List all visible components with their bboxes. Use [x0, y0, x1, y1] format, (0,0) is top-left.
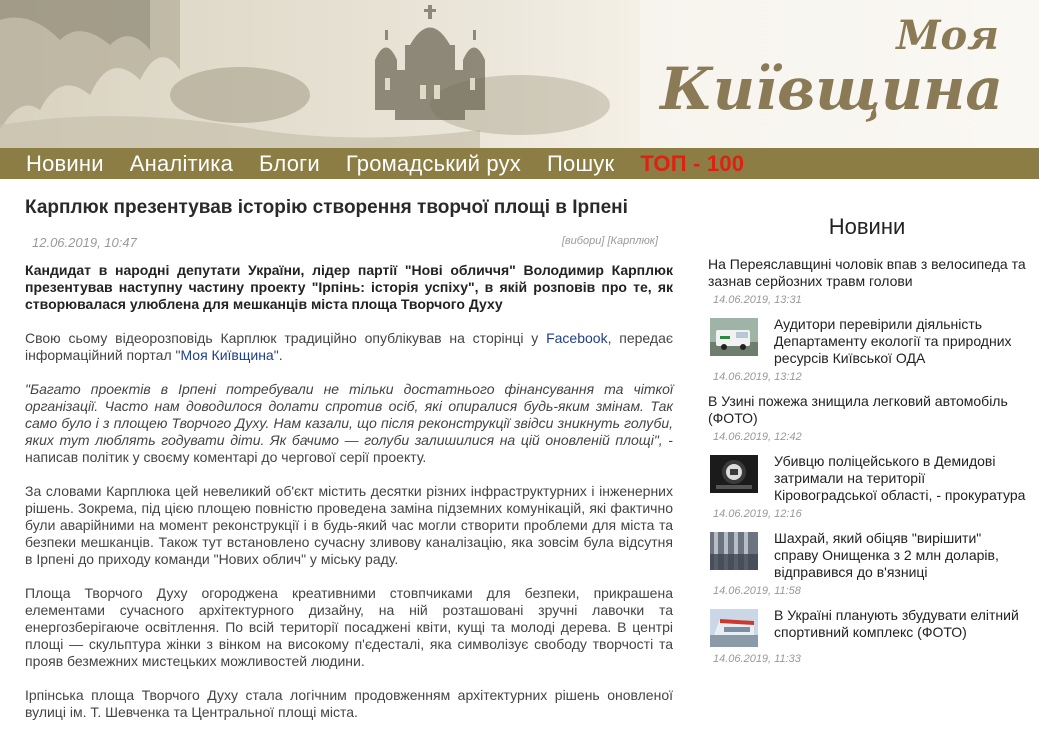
news-item[interactable]	[708, 393, 1026, 443]
logo-line-2: Київщина	[660, 55, 1003, 123]
nav-item-news[interactable]: Новини	[26, 151, 104, 176]
sidebar-title: Новини	[828, 214, 906, 239]
news-item[interactable]	[708, 607, 1026, 665]
article-tags[interactable]: [вибори] [Карплюк]	[561, 235, 658, 247]
article-date: 12.06.2019, 10:47	[32, 235, 137, 250]
site-header	[0, 0, 1039, 148]
p1-text-after: ".	[273, 347, 283, 363]
nav-item-top-100[interactable]: ТОП - 100	[640, 151, 745, 176]
news-item-date: 14.06.2019, 13:31	[713, 294, 802, 306]
nav-item-search[interactable]: Пошук	[547, 151, 615, 176]
news-item[interactable]	[708, 256, 1026, 306]
nav-item-analytics[interactable]: Аналітика	[129, 151, 234, 176]
news-item-title[interactable]: Аудитори перевірили діяльність Департаменту екології та природних ресурсів Київської ОДА	[774, 316, 1012, 366]
news-item[interactable]	[708, 530, 1026, 597]
news-thumbnail-image[interactable]	[710, 455, 758, 493]
p1-text-middle: , передає інформаційний портал "	[25, 330, 673, 363]
news-thumbnail-image[interactable]	[710, 609, 758, 647]
news-item-date: 14.06.2019, 13:12	[713, 371, 802, 383]
p1-text-before: Свою сьому відеорозповідь Карплюк традиційно опублікував на сторінці у	[25, 330, 547, 346]
facebook-link[interactable]: Facebook	[546, 330, 608, 346]
article-paragraph-5: Ірпінська площа Творчого Духу стала логічним продовженням архітектурних рішень оновленої вулиці ім. Т. Шевченка та Центральної площі міста.	[25, 687, 673, 720]
news-sidebar	[708, 200, 1026, 675]
news-item[interactable]	[708, 453, 1026, 520]
site-logo[interactable]	[660, 12, 1003, 123]
quote-text: "Багато проектів в Ірпені потребували не тільки достатнього фінансування та чіткої організації. Часто нам доводилося долати спротив осіб, які опиралися будь-яким змінам. Так само було і з площею Творчого Духу. Нам казали, що після реконструкції звідси зникнуть голуби, яких тут люблять годувати діти. Як бачимо — голуби залишилися на цій оновленій площі",	[25, 381, 673, 448]
news-thumbnail-image[interactable]	[710, 532, 758, 570]
news-item-date: 14.06.2019, 12:42	[713, 431, 802, 443]
quote-attribution: - написав політик у своєму коментарі до чергової серії проекту.	[25, 432, 673, 465]
nav-item-public-movement[interactable]: Громадський рух	[345, 151, 521, 176]
news-item-title[interactable]: Шахрай, який обіцяв "вирішити" справу Онищенка з 2 млн доларів, відправився до в'язниці	[774, 530, 999, 580]
news-item-title[interactable]: Убивцю поліцейського в Демидові затримали на території Кіровоградської області, - прокуратура	[774, 453, 1026, 503]
news-item-date: 14.06.2019, 11:58	[713, 585, 801, 597]
article-meta	[25, 235, 673, 250]
logo-line-1: Моя	[896, 12, 999, 59]
header-church-illustration	[0, 0, 640, 148]
article-paragraph-3: За словами Карплюка цей невеликий об'єкт містить десятки різних інфраструктурних і інженерних рішень. Зокрема, під цією площею повністю проведена заміна підземних комунікацій, які фактично були аварійними на момент реконструкції і в будь-який час могли створити проблеми для міста та безпеки мешканців. Також тут встановлено сучасну зливову каналізацію, яка зовсім була відсутня в Ірпені до приходу команди "Нових облич" у міську раду.	[25, 483, 673, 567]
article-lead: Кандидат в народні депутати України, лідер партії "Нові обличчя" Володимир Карплюк презентував наступну частину проекту "Ірпінь: історія успіху", в якій розповів про те, як створювалася улюблена для мешканців міста площа Творчого Духу	[25, 262, 673, 312]
article-paragraph-quote	[25, 381, 673, 466]
article-paragraph-1	[25, 330, 673, 364]
news-item-title[interactable]: В Узині пожежа знищила легковий автомобіль (ФОТО)	[708, 393, 1008, 426]
news-item-date: 14.06.2019, 12:16	[713, 508, 802, 520]
article-title: Карплюк презентував історію створення творчої площі в Ірпені	[25, 197, 628, 218]
news-item-date: 14.06.2019, 11:33	[713, 653, 801, 665]
news-item-title[interactable]: На Переяславщині чоловік впав з велосипеда та зазнав серйозних травм голови	[708, 256, 1026, 289]
nav-item-blogs[interactable]: Блоги	[259, 151, 320, 176]
article	[25, 186, 673, 721]
news-list	[708, 256, 1026, 665]
news-item-title[interactable]: В Україні планують збудувати елітний спортивний комплекс (ФОТО)	[774, 607, 1019, 640]
news-thumbnail-image[interactable]	[710, 318, 758, 356]
main-nav	[0, 148, 1039, 179]
portal-link[interactable]: Моя Київщина	[180, 347, 274, 363]
article-paragraph-4: Площа Творчого Духу огороджена креативними стовпчиками для безпеки, прикрашена елементами сучасного архітектурного дизайну, на ній розташовані зручні лавочки та енергозберігаюче освітлення. По всій території посаджені квіти, кущі та молоді дерева. В центрі площі — скульптура жінки з вінком на високому п'єдесталі, яка символізує свободу творчості та прояв безмежних мистецьких можливостей людини.	[25, 585, 673, 669]
news-item[interactable]	[708, 316, 1026, 383]
